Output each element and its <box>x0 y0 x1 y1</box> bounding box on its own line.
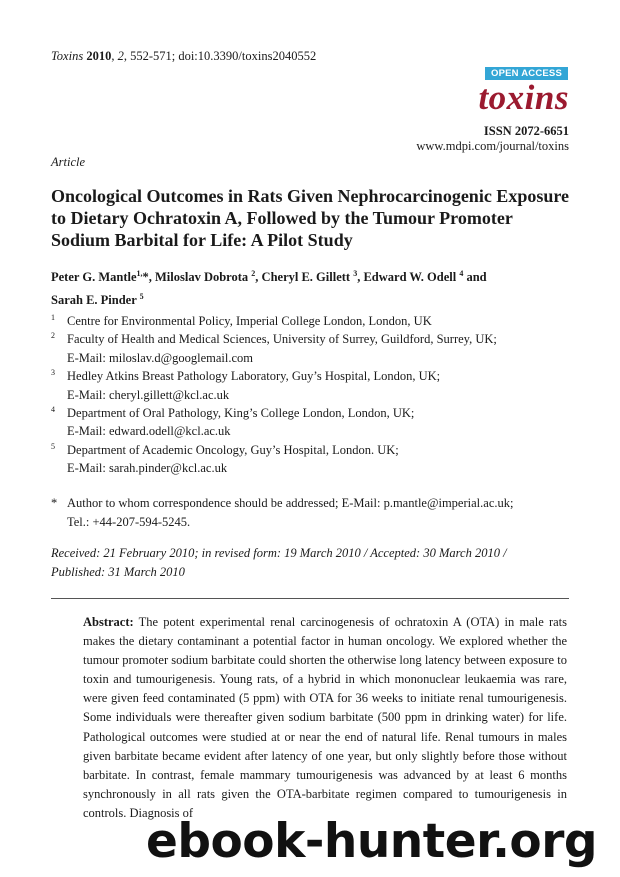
affiliation: 1 Centre for Environmental Policy, Imperial College London, London, UK <box>51 313 432 328</box>
author: Cheryl E. Gillett $^3$, <box>261 269 364 285</box>
watermark: ebook-hunter.org <box>146 814 598 869</box>
email[interactable]: E-Mail: cheryl.gillett@kcl.ac.uk <box>67 387 230 402</box>
author-list <box>51 264 571 310</box>
journal-logo: toxins <box>478 78 569 117</box>
abstract <box>83 613 567 823</box>
section-divider <box>51 598 569 599</box>
publication-dates: Received: 21 February 2010; in revised form: 19 March 2010 / Accepted: 30 March 2010 / Published: 31 March 2010 <box>51 546 507 579</box>
correspondence-note: * Author to whom correspondence should be addressed; E-Mail: p.mantle@imperial.ac.uk; Tel.: +44-207-594-5245. <box>51 496 514 529</box>
abstract-text: The potent experimental renal carcinogenesis of ochratoxin A (OTA) in male rats makes the dietary contaminant a potential factor in human oncology. We explored whether the tumour promoter sodium barbitate could shorten the otherwise long latency between exposure to toxin and tumourigenesis. Young rats, of a hybrid in which mononuclear leukaemia was rare, were given feed contaminated (5 ppm) with OTA for 36 weeks to initiate renal tumourigenesis. Some individuals were thereafter given sodium barbitate (500 ppm in drinking water) for life. Pathological outcomes were studied at or near the end of natural life. Renal tumours in males given barbitate became evident after latency of one year, but only slightly before those without barbitate. In contrast, female mammary tumourigenesis was advanced by at least 6 months synchronously in all rats given the OTA-barbitate regimen compared to tumourigenesis in controls. Diagnosis of <box>83 615 567 820</box>
citation-line: Toxins 2010, 2, 552-571; doi:10.3390/toxins2040552 <box>51 49 317 63</box>
author: Sarah E. Pinder $^5$ <box>51 292 144 308</box>
email[interactable]: E-Mail: sarah.pinder@kcl.ac.uk <box>67 461 228 476</box>
affiliation: 4 Department of Oral Pathology, King’s College London, London, UK; E-Mail: edward.odell@kcl.ac.uk <box>51 404 571 441</box>
author: Miloslav Dobrota $^2$, <box>155 269 262 285</box>
affiliation: 5 Department of Academic Oncology, Guy’s Hospital, London. UK; E-Mail: sarah.pinder@kcl.ac.uk <box>51 441 571 478</box>
affiliation: 3 Hedley Atkins Breast Pathology Laboratory, Guy’s Hospital, London, UK; E-Mail: cheryl.gillett@kcl.ac.uk <box>51 367 571 404</box>
paper-title: Oncological Outcomes in Rats Given Nephrocarcinogenic Exposure to Dietary Ochratoxin A, Followed by the Tumour Promoter Sodium Barbital for Life: A Pilot Study <box>51 186 569 250</box>
abstract-label: Abstract: <box>83 615 134 629</box>
journal-name: Toxins <box>51 49 84 63</box>
affiliations <box>51 312 571 478</box>
volume: 2 <box>117 49 124 63</box>
email[interactable]: E-Mail: edward.odell@kcl.ac.uk <box>67 424 231 439</box>
article-type: Article <box>51 155 86 169</box>
journal-url[interactable]: www.mdpi.com/journal/toxins <box>416 139 569 153</box>
open-access-badge: OPEN ACCESS <box>485 67 568 80</box>
author: Peter G. Mantle$^{1,}$*, <box>51 269 155 285</box>
email[interactable]: E-Mail: miloslav.d@googlemail.com <box>67 350 254 365</box>
pages-doi: , 552-571; doi:10.3390/toxins2040552 <box>123 49 317 63</box>
year: 2010 <box>86 49 112 63</box>
affiliation: 2 Faculty of Health and Medical Sciences, University of Surrey, Guildford, Surrey, UK; E-Mail: miloslav.d@googlemail.com <box>51 330 571 367</box>
issn: ISSN 2072-6651 <box>483 124 569 138</box>
author: Edward W. Odell $^4$ and <box>363 269 487 285</box>
